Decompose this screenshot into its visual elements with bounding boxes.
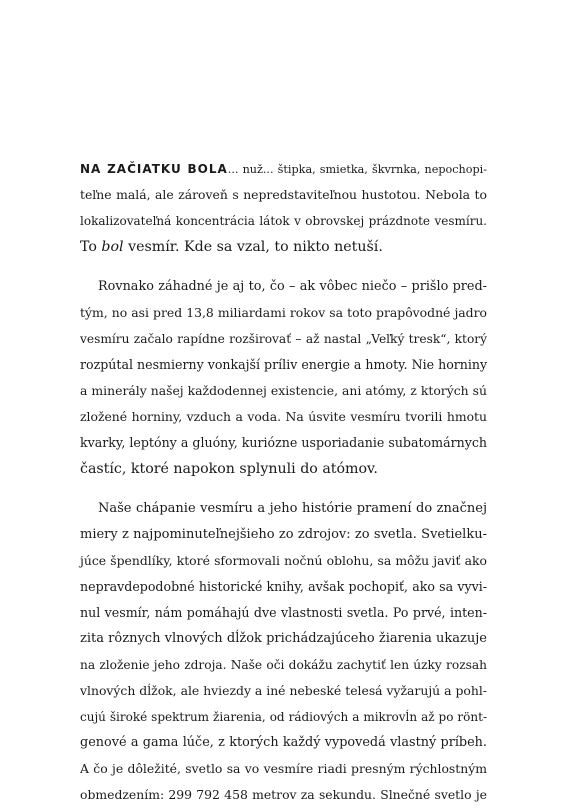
text-line: Rovnako záhadné je aj to, čo – ak vôbec niečo – prišlo pred- xyxy=(98,279,487,294)
text-line: miery z najpominuteľnejšieho zo zdrojov: zo svetla. Svetielku- xyxy=(80,527,487,542)
chapter-opening-smallcaps: NA ZAČIATKU BOLA xyxy=(80,162,228,176)
text-line: nul vesmír, nám pomáhajú dve vlastnosti svetla. Po prvé, inten- xyxy=(80,605,487,620)
text-line: cujú široké spektrum žiarenia, od rádiových a mikrovĺn až po rönt- xyxy=(80,710,487,724)
text-line: častíc, ktoré napokon splynuli do atómov. xyxy=(80,461,378,477)
text-line: lokalizovateľná koncentrácia látok v obrovskej prázdnote vesmíru. xyxy=(80,214,487,228)
paragraph-2 xyxy=(80,274,487,482)
text-line: rozpútal nesmierny vonkajší príliv energie a hmoty. Nie horniny xyxy=(80,357,488,372)
paragraph-3 xyxy=(80,496,487,808)
italic-word: bol xyxy=(101,239,124,255)
text-line: nepravdepodobné historické knihy, avšak pochopiť, ako sa vyvi- xyxy=(80,579,487,594)
text-line: na zloženie jeho zdroja. Naše oči dokážu zachytiť len úzky rozsah xyxy=(80,658,487,672)
paragraph-1 xyxy=(80,156,487,260)
book-page-text xyxy=(80,156,487,808)
text-line: vesmíru začalo rapídne rozširovať – až nastal „Veľký tresk“, ktorý xyxy=(80,332,487,346)
text-line: obmedzením: 299 792 458 metrov za sekundu. Slnečné svetlo je xyxy=(80,787,487,802)
text-line: a minerály našej každodennej existencie, ani atómy, z ktorých sú xyxy=(80,383,487,398)
text-line: Naše chápanie vesmíru a jeho histórie pramení do značnej xyxy=(98,501,487,516)
text-line: tým, no asi pred 13,8 miliardami rokov sa toto prapôvodné jadro xyxy=(80,305,487,320)
text-line: júce špendlíky, ktoré sformovali nočnú oblohu, sa môžu javiť ako xyxy=(80,553,487,568)
text-line: kvarky, leptóny a gluóny, kuriózne usporiadanie subatomárnych xyxy=(80,435,487,450)
text-line: A čo je dôležité, svetlo sa vo vesmíre riadi presným rýchlostným xyxy=(80,761,487,776)
text-line: zita rôznych vlnových dĺžok prichádzajúceho žiarenia ukazuje xyxy=(80,631,487,646)
text-line: NA ZAČIATKU BOLA... nuž... štipka, smietka, škvrnka, nepochopi- xyxy=(80,162,487,176)
text-line: To bol vesmír. Kde sa vzal, to nikto netuší. xyxy=(80,239,383,255)
text-line: vlnových dĺžok, ale hviezdy a iné nebeské telesá vyžarujú a pohl- xyxy=(80,683,487,698)
text-line: zložené horniny, vzduch a voda. Na úsvite vesmíru tvorili hmotu xyxy=(80,409,487,424)
text-line: teľne malá, ale zároveň s nepredstaviteľnou hustotou. Nebola to xyxy=(80,187,487,202)
text-line: genové a gama lúče, z ktorých každý vypovedá vlastný príbeh. xyxy=(80,735,487,750)
